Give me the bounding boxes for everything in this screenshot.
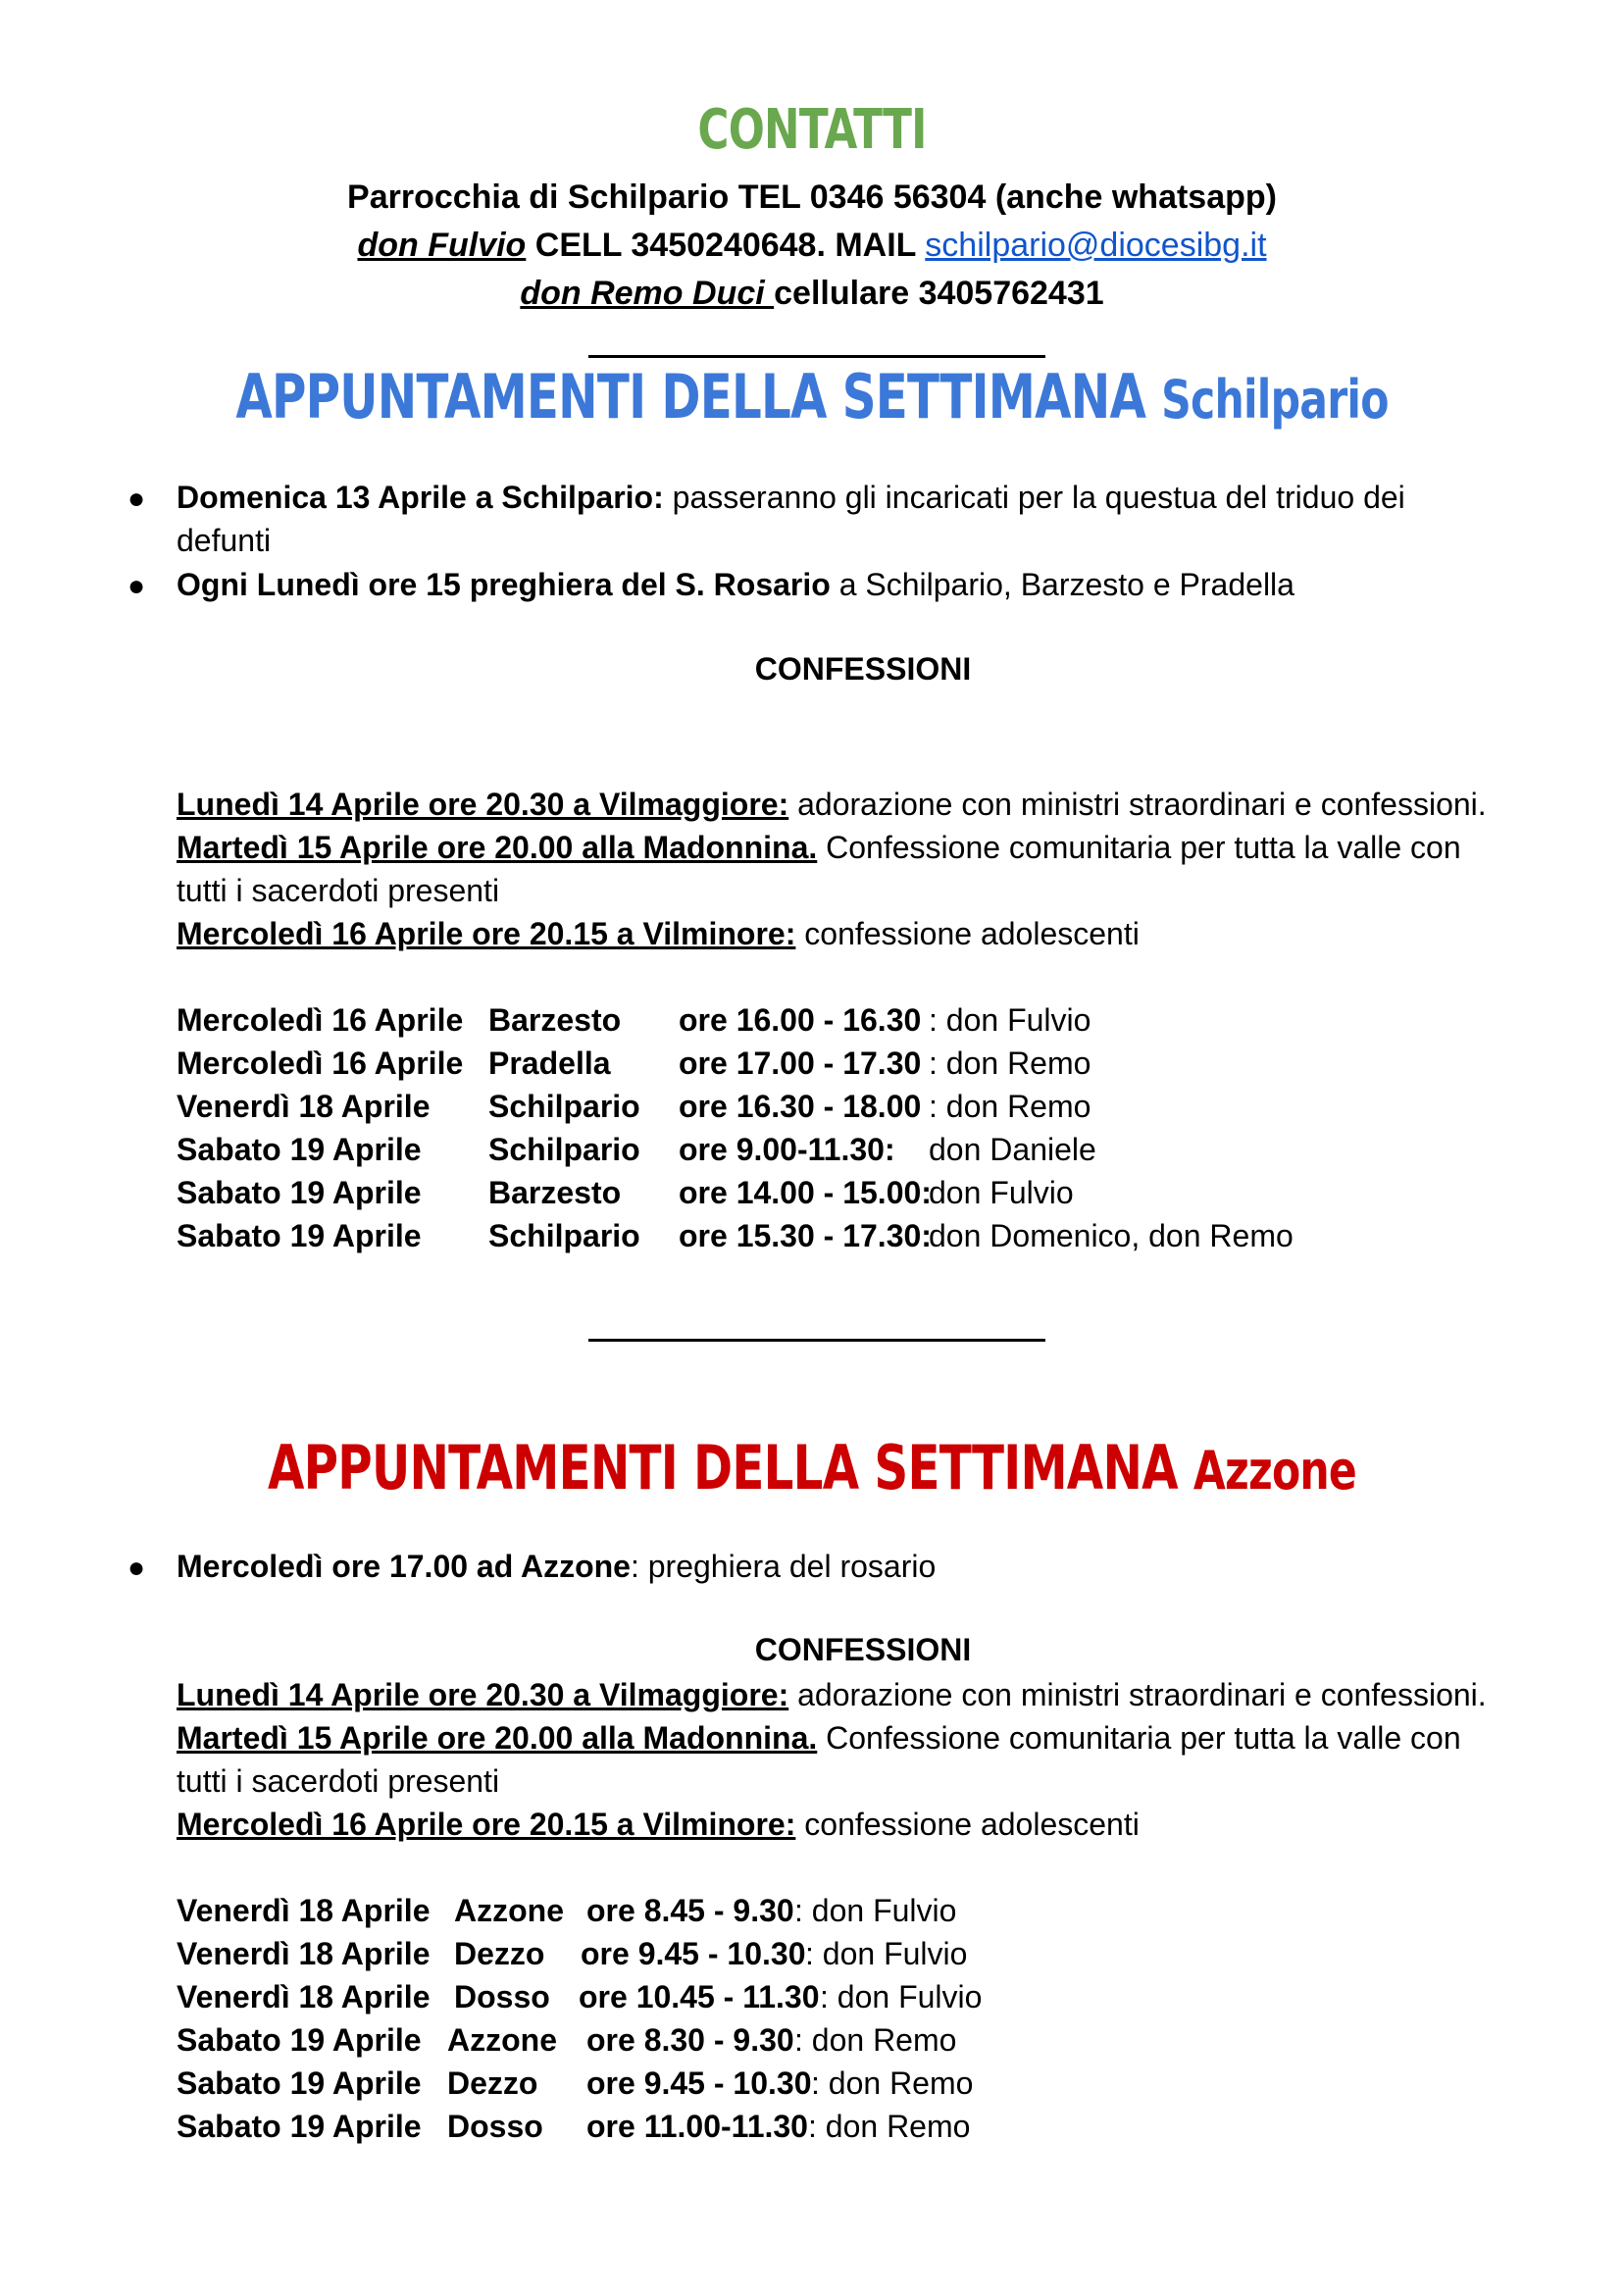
contatti-heading: CONTATTI xyxy=(697,98,927,162)
schedule-who: : don Remo xyxy=(811,2065,974,2101)
schedule-place: Barzesto xyxy=(488,1175,622,1210)
schedule-day: Venerdì 18 Aprile xyxy=(177,1893,431,1928)
schedule-who: don Fulvio xyxy=(929,1175,1074,1210)
schedule-day: Sabato 19 Aprile xyxy=(177,1132,422,1167)
azzone-event-cont: tutti i sacerdoti presenti xyxy=(177,1763,500,1799)
contact-name-remo: don Remo Duci xyxy=(520,275,775,312)
schilpario-bullet-1 xyxy=(177,476,1405,519)
contact-fulvio-text: CELL 3450240648. MAIL xyxy=(526,227,926,264)
schedule-time: ore 9.45 - 10.30 xyxy=(581,1936,806,1971)
schedule-time: ore 10.45 - 11.30 xyxy=(579,1979,820,2014)
azzone-confessioni-title: CONFESSIONI xyxy=(754,1632,972,1667)
azzone-heading-place: Azzone xyxy=(1193,1439,1356,1502)
bullet-2-text: a Schilpario, Barzesto e Pradella xyxy=(830,567,1294,602)
schedule-who: : don Fulvio xyxy=(805,1936,968,1971)
schilpario-event xyxy=(177,826,1461,869)
schedule-place: Dosso xyxy=(447,2109,543,2144)
azzone-bullet-1 xyxy=(177,1545,936,1588)
azzone-event xyxy=(177,1673,1487,1716)
schedule-time: ore 8.30 - 9.30 xyxy=(586,2022,794,2058)
bullet-icon: ● xyxy=(127,1552,146,1584)
event-text: Confessione comunitaria per tutta la valle con xyxy=(817,1720,1461,1756)
schedule-day: Sabato 19 Aprile xyxy=(177,2109,422,2144)
event-date: Martedì 15 Aprile ore 20.00 alla Madonnina. xyxy=(177,1720,818,1756)
schedule-who: : don Fulvio xyxy=(820,1979,983,2014)
contact-line-fulvio xyxy=(0,222,1624,270)
schedule-place: Schilpario xyxy=(488,1218,640,1253)
schedule-time: ore 15.30 - 17.30: xyxy=(679,1218,932,1253)
event-date: Martedì 15 Aprile ore 20.00 alla Madonnina. xyxy=(177,830,818,865)
bullet-icon: ● xyxy=(127,483,146,515)
schedule-place: Dezzo xyxy=(454,1936,545,1971)
schedule-day: Sabato 19 Aprile xyxy=(177,2022,422,2058)
bullet-1-text: passeranno gli incaricati per la questua del triduo dei xyxy=(663,480,1405,515)
schedule-day: Venerdì 18 Aprile xyxy=(177,1979,431,2014)
schedule-who: : don Remo xyxy=(929,1045,1091,1081)
schedule-time: ore 17.00 - 17.30 xyxy=(679,1045,922,1081)
schedule-day: Mercoledì 16 Aprile xyxy=(177,1002,464,1038)
contact-remo-text: cellulare 3405762431 xyxy=(774,275,1104,312)
event-date: Lunedì 14 Aprile ore 20.30 a Vilmaggiore: xyxy=(177,787,789,822)
schedule-day: Sabato 19 Aprile xyxy=(177,1218,422,1253)
schedule-day: Venerdì 18 Aprile xyxy=(177,1936,431,1971)
contact-name-fulvio: don Fulvio xyxy=(357,227,527,264)
email-link[interactable]: schilpario@diocesibg.it xyxy=(925,227,1267,264)
azzone-bullet-text: : preghiera del rosario xyxy=(630,1549,937,1584)
event-text: Confessione comunitaria per tutta la valle con xyxy=(817,830,1461,865)
schilpario-event xyxy=(177,783,1487,826)
schedule-time: ore 16.00 - 16.30 xyxy=(679,1002,922,1038)
schedule-time: ore 16.30 - 18.00 xyxy=(679,1089,922,1124)
event-text: adorazione con ministri straordinari e confessioni. xyxy=(788,787,1487,822)
schilpario-heading-place: Schilpario xyxy=(1161,368,1389,431)
azzone-event xyxy=(177,1716,1461,1759)
schedule-day: Mercoledì 16 Aprile xyxy=(177,1045,464,1081)
schedule-who: : don Remo xyxy=(794,2022,957,2058)
bullet-icon: ● xyxy=(127,570,146,602)
schedule-day: Sabato 19 Aprile xyxy=(177,2065,422,2101)
schedule-place: Azzone xyxy=(454,1893,564,1928)
schedule-place: Dezzo xyxy=(447,2065,538,2101)
schedule-place: Dosso xyxy=(454,1979,550,2014)
schedule-place: Schilpario xyxy=(488,1089,640,1124)
schilpario-event xyxy=(177,912,1140,955)
event-date: Lunedì 14 Aprile ore 20.30 a Vilmaggiore: xyxy=(177,1677,789,1712)
azzone-heading-main: APPUNTAMENTI DELLA SETTIMANA xyxy=(267,1432,1193,1504)
schilpario-heading xyxy=(178,361,1446,433)
schedule-who: don Daniele xyxy=(929,1132,1096,1167)
divider-middle xyxy=(588,1339,1045,1342)
bullet-2-bold: Ogni Lunedì ore 15 preghiera del S. Rosario xyxy=(177,567,831,602)
schedule-time: ore 9.00-11.30: xyxy=(679,1132,895,1167)
event-text: confessione adolescenti xyxy=(795,916,1140,951)
schedule-who: : don Fulvio xyxy=(929,1002,1091,1038)
schedule-who: : don Remo xyxy=(808,2109,971,2144)
bullet-1-bold: Domenica 13 Aprile a Schilpario: xyxy=(177,480,664,515)
azzone-bullet-bold: Mercoledì ore 17.00 ad Azzone xyxy=(177,1549,631,1584)
divider-top xyxy=(588,355,1045,358)
schedule-place: Azzone xyxy=(447,2022,557,2058)
schedule-time: ore 8.45 - 9.30 xyxy=(586,1893,794,1928)
event-date: Mercoledì 16 Aprile ore 20.15 a Vilminore: xyxy=(177,1807,796,1842)
azzone-heading xyxy=(178,1432,1446,1504)
schilpario-heading-main: APPUNTAMENTI DELLA SETTIMANA xyxy=(235,361,1162,433)
contact-block xyxy=(0,174,1624,318)
azzone-event xyxy=(177,1803,1140,1846)
event-text: adorazione con ministri straordinari e confessioni. xyxy=(788,1677,1487,1712)
event-date: Mercoledì 16 Aprile ore 20.15 a Vilminore: xyxy=(177,916,796,951)
schilpario-bullet-1-cont: defunti xyxy=(177,523,272,558)
schedule-who: : don Remo xyxy=(929,1089,1091,1124)
schedule-time: ore 9.45 - 10.30 xyxy=(586,2065,812,2101)
schedule-time: ore 14.00 - 15.00: xyxy=(679,1175,932,1210)
schedule-who: : don Fulvio xyxy=(794,1893,957,1928)
schedule-place: Schilpario xyxy=(488,1132,640,1167)
schilpario-confessioni-title: CONFESSIONI xyxy=(754,651,972,687)
schedule-time: ore 11.00-11.30 xyxy=(586,2109,808,2144)
event-text: confessione adolescenti xyxy=(795,1807,1140,1842)
schedule-day: Sabato 19 Aprile xyxy=(177,1175,422,1210)
contact-line-parish: Parrocchia di Schilpario TEL 0346 56304 (anche whatsapp) xyxy=(347,178,1277,216)
schilpario-bullet-2 xyxy=(177,563,1294,606)
schedule-place: Barzesto xyxy=(488,1002,622,1038)
schilpario-event-cont: tutti i sacerdoti presenti xyxy=(177,873,500,908)
schedule-place: Pradella xyxy=(488,1045,611,1081)
contact-line-remo xyxy=(0,270,1624,318)
schedule-day: Venerdì 18 Aprile xyxy=(177,1089,431,1124)
schedule-who: don Domenico, don Remo xyxy=(929,1218,1294,1253)
